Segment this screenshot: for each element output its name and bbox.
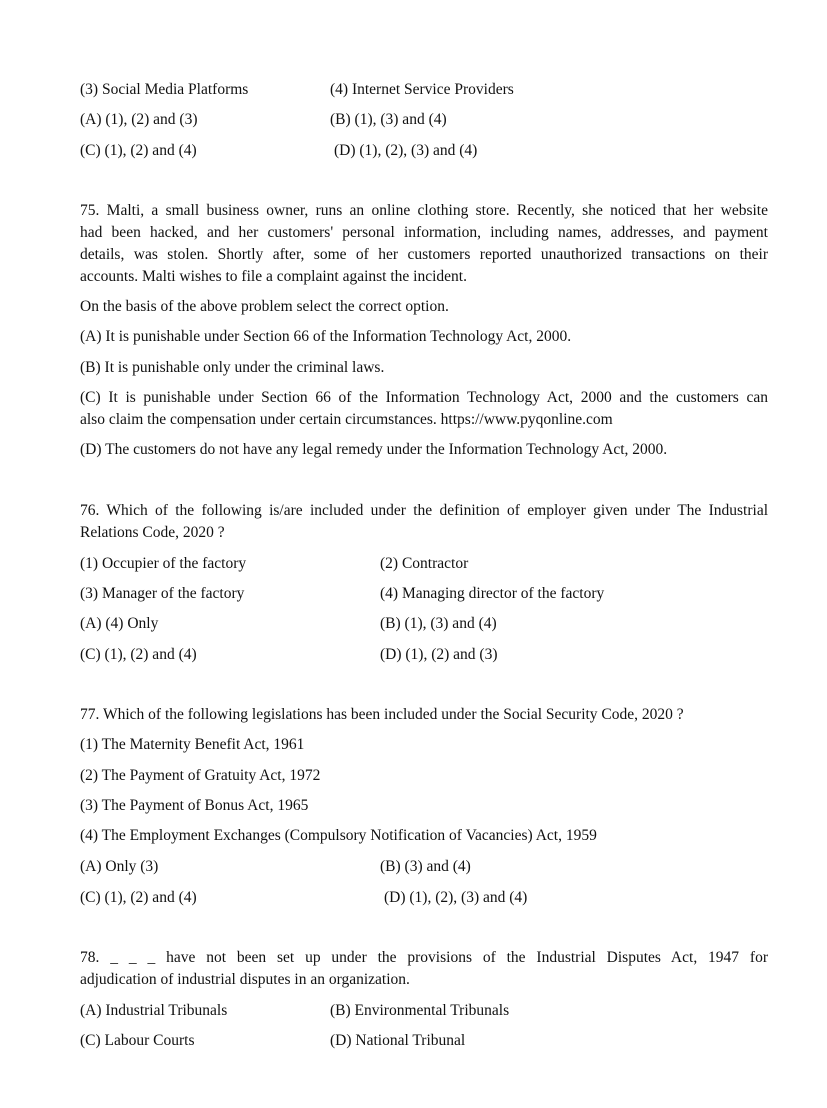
q76-option-d: (D) (1), (2) and (3) — [380, 646, 498, 663]
q75-stem-line: had been hacked, and her customers' personal information, including names, addresses, and payment — [80, 224, 768, 241]
q76-item-1: (1) Occupier of the factory — [80, 555, 247, 572]
q77-stem: 77. Which of the following legislations has been included under the Social Security Code, 2020 ? — [80, 706, 684, 723]
q75-stem-line: 75. Malti, a small business owner, runs an online clothing store. Recently, she noticed that her website — [80, 202, 768, 219]
q77-item-3: (3) The Payment of Bonus Act, 1965 — [80, 797, 309, 814]
q76-item-4: (4) Managing director of the factory — [380, 585, 605, 602]
q78-option-b: (B) Environmental Tribunals — [330, 1002, 510, 1019]
q76-stem-line: Relations Code, 2020 ? — [80, 524, 225, 541]
q76-option-c: (C) (1), (2) and (4) — [80, 646, 197, 663]
q75-option-c: (C) It is punishable under Section 66 of the Information Technology Act, 2000 and the customers can — [80, 389, 768, 406]
q75-option-a: (A) It is punishable under Section 66 of the Information Technology Act, 2000. — [80, 328, 572, 345]
q75-stem-line: accounts. Malti wishes to file a complaint against the incident. — [80, 268, 467, 285]
q78-option-c: (C) Labour Courts — [80, 1032, 195, 1049]
q75-stem-line: details, was stolen. Shortly after, some of her customers reported unauthorized transactions on their — [80, 246, 768, 263]
q77-item-2: (2) The Payment of Gratuity Act, 1972 — [80, 767, 321, 784]
q74-option-a: (A) (1), (2) and (3) — [80, 111, 198, 128]
q74-option-d: (D) (1), (2), (3) and (4) — [334, 142, 478, 159]
q78-stem-line: adjudication of industrial disputes in an organization. — [80, 971, 410, 988]
q77-option-a: (A) Only (3) — [80, 858, 159, 875]
q75-instruction: On the basis of the above problem select the correct option. — [80, 298, 449, 315]
q77-option-b: (B) (3) and (4) — [380, 858, 471, 875]
q74-option-c: (C) (1), (2) and (4) — [80, 142, 197, 159]
q78-option-a: (A) Industrial Tribunals — [80, 1002, 228, 1019]
q78-stem-line: 78. _ _ _ have not been set up under the provisions of the Industrial Disputes Act, 1947 for — [80, 949, 768, 966]
q75-option-b: (B) It is punishable only under the criminal laws. — [80, 359, 385, 376]
q74-option-b: (B) (1), (3) and (4) — [330, 111, 447, 128]
q77-option-d: (D) (1), (2), (3) and (4) — [384, 889, 528, 906]
q76-stem-line: 76. Which of the following is/are included under the definition of employer given under The Industrial — [80, 502, 768, 519]
q77-item-1: (1) The Maternity Benefit Act, 1961 — [80, 736, 305, 753]
q75-option-c-cont: also claim the compensation under certain circumstances. https://www.pyqonline.com — [80, 411, 613, 428]
q78-option-d: (D) National Tribunal — [330, 1032, 466, 1049]
q77-option-c: (C) (1), (2) and (4) — [80, 889, 197, 906]
q76-item-3: (3) Manager of the factory — [80, 585, 245, 602]
q74-item-4: (4) Internet Service Providers — [330, 81, 514, 98]
q76-option-b: (B) (1), (3) and (4) — [380, 615, 497, 632]
q76-item-2: (2) Contractor — [380, 555, 469, 572]
q75-option-d: (D) The customers do not have any legal remedy under the Information Technology Act, 2000. — [80, 441, 668, 458]
q77-item-4: (4) The Employment Exchanges (Compulsory Notification of Vacancies) Act, 1959 — [80, 827, 597, 844]
q74-item-3: (3) Social Media Platforms — [80, 81, 249, 98]
q76-option-a: (A) (4) Only — [80, 615, 159, 632]
